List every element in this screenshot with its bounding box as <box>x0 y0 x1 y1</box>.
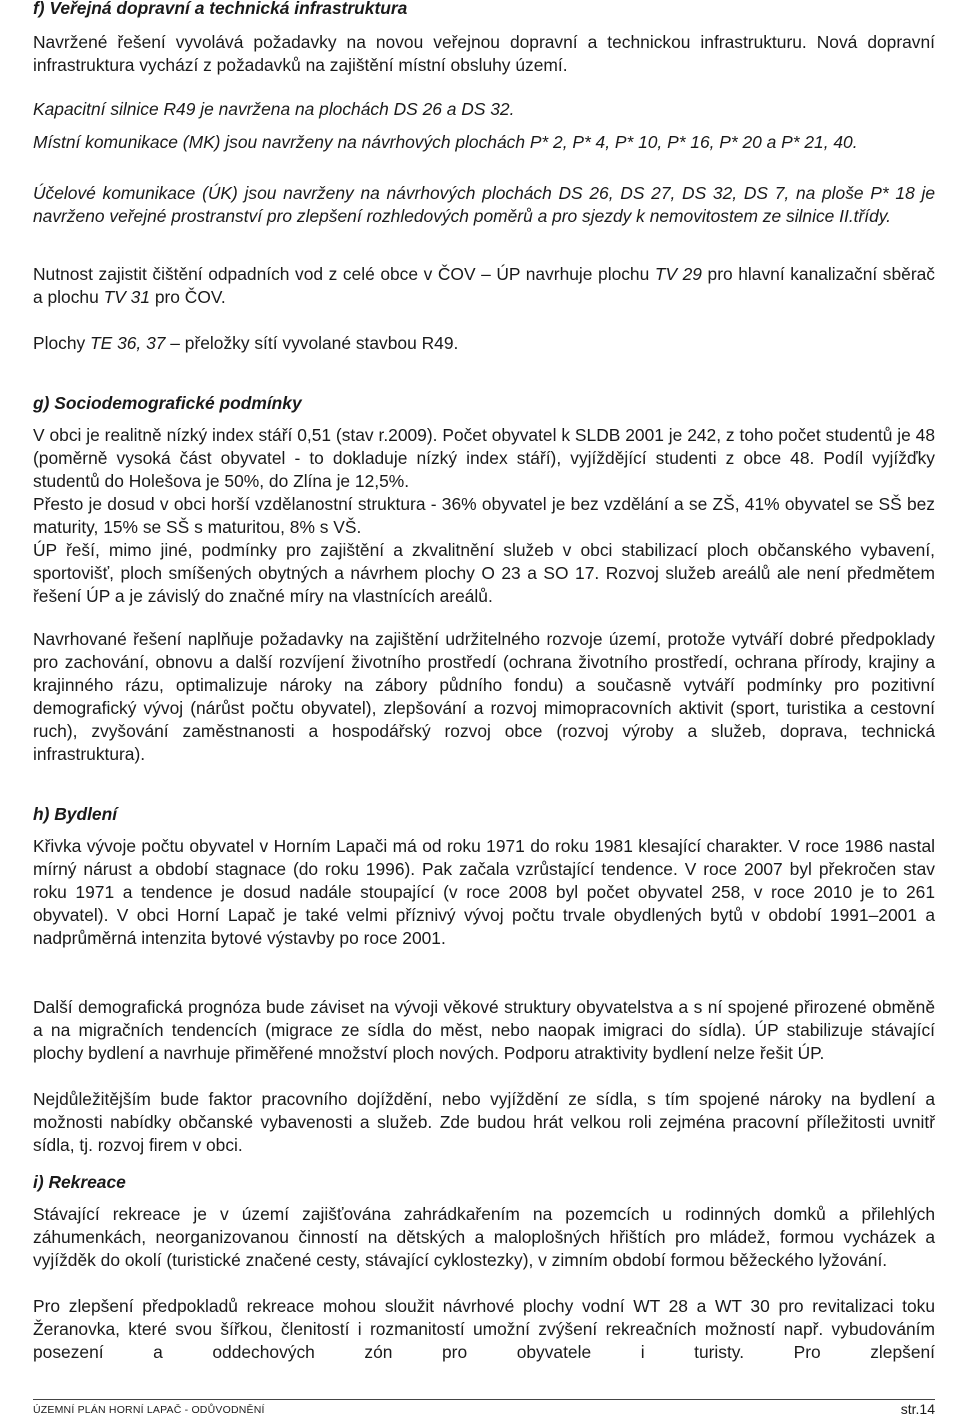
sewage-text-2: pro hlavní kanalizační sběrač a plochu <box>33 264 935 307</box>
heading-i: i) Rekreace <box>33 1172 126 1192</box>
para-h-1: Křivka vývoje počtu obyvatel v Horním Lapači má od roku 1971 do roku 1981 klesající charakter. V roce 1986 nastal mírný nárust a období stagnace (do roku 1996). Pak začala vzrůstající tendence. V roce 2007 byl překročen stav roku 1971 a tendence je dosud nadále stoupající (v roce 2008 byl počet obyvatel 258, v roce 2010 je to 261 obyvatel). V obci Horní Lapač je také velmi příznivý vývoj počtu trvale obydlených bytů v období 1991–2001 a nadprůměrná intenzita bytové výstavby po roce 2001. <box>33 836 935 948</box>
para-f-sewage <box>33 263 935 309</box>
para-f-road-r49: Kapacitní silnice R49 je navržena na plochách DS 26 a DS 32. <box>33 99 515 119</box>
para-f-purpose-roads: Účelové komunikace (ÚK) jsou navrženy na návrhových plochách DS 26, DS 27, DS 32, DS 7, na ploše P* 18 je navrženo veřejné prostranství pro zlepšení rozhledových poměrů a pro sjezdy k nemovitostem ze silnice II.třídy. <box>33 183 935 226</box>
heading-g: g) Sociodemografické podmínky <box>33 393 302 413</box>
para-g-2: Přesto je dosud v obci horší vzdělanostní struktura - 36% obyvatel je bez vzdělání a se ZŠ, 41% obyvatel se SŠ bez maturity, 15% se SŠ s maturitou, 8% s VŠ. <box>33 494 935 537</box>
para-g-1: V obci je realitně nízký index stáří 0,51 (stav r.2009). Počet obyvatel k SLDB 2001 je 242, z toho počet studentů je 48 (poměrně vysoká část obyvatel - to dokladuje nízký index stáří), vyjíždějící studenti z obce 48. Podíl vyjížďky studentů do Holešova je 50%, do Zlína je 12,5%. <box>33 425 935 491</box>
sewage-text-1: Nutnost zajistit čištění odpadních vod z celé obce v ČOV – ÚP navrhuje plochu <box>33 264 655 284</box>
para-i-2: Pro zlepšení předpokladů rekreace mohou sloužit návrhové plochy vodní WT 28 a WT 30 pro revitalizaci toku Žeranovka, které svou šířkou, členitostí i rozmanitostí umožní zvýšení rekreačních možností např. vybudováním posezení a oddechových zón pro obyvatele i turisty. Pro zlepšení <box>33 1296 935 1362</box>
sewage-text-3: pro ČOV. <box>150 287 226 307</box>
footer-document-title: ÚZEMNÍ PLÁN HORNÍ LAPAČ - ODŮVODNĚNÍ <box>33 1404 265 1416</box>
sewage-tv31: TV 31 <box>103 287 150 307</box>
para-g-4: Navrhované řešení naplňuje požadavky na zajištění udržitelného rozvoje území, protože vytváří dobré předpoklady pro zachování, obnovu a další rozvíjení životního prostředí (ochrana životního prostředí, ochrana přírody, krajiny a krajinného rázu, optimalizuje nároky na zábory půdního fondu) a současně vytváří podmínky pro pozitivní demografický vývoj (nárůst počtu obyvatel), zlepšování a rozvoj mimopracovních aktivit (sport, turistika a cestovní ruch), zvyšování zaměstnanosti a hospodářský rozvoj obce (rozvoj výroby a služeb, doprava, technická infrastruktura). <box>33 629 935 764</box>
para-f-relocation <box>33 332 935 355</box>
relocation-text-2: – přeložky sítí vyvolané stavbou R49. <box>165 333 459 353</box>
para-f-intro: Navržené řešení vyvolává požadavky na novou veřejnou dopravní a technickou infrastrukturu. Nová dopravní infrastruktura vychází z požadavků na zajištění místní obsluhy území. <box>33 32 935 75</box>
relocation-te: TE 36, 37 <box>90 333 166 353</box>
para-i-1: Stávající rekreace je v území zajišťována zahrádkařením na pozemcích u rodinných domků a přilehlých záhumenkách, neorganizovanou činností na dětských a maloplošných hřištích pro mládež, formou vycházek a vyjížděk do okolí (turistické značené cesty, stávající cyklostezky), v zimním období formou běžeckého lyžování. <box>33 1204 935 1270</box>
relocation-text-1: Plochy <box>33 333 91 353</box>
page-footer <box>33 1399 935 1416</box>
para-h-3: Nejdůležitějším bude faktor pracovního dojíždění, nebo vyjíždění ze sídla, s tím spojené nároky na bydlení a možnosti nabídky občanské vybavenosti a služeb. Zde budou hrát velkou roli zejména pracovní příležitosti uvnitř sídla, tj. rozvoj firem v obci. <box>33 1089 935 1155</box>
sewage-tv29: TV 29 <box>654 264 702 284</box>
heading-f: f) Veřejná dopravní a technická infrastruktura <box>33 0 408 18</box>
para-f-local-roads: Místní komunikace (MK) jsou navrženy na návrhových plochách P* 2, P* 4, P* 10, P* 16, P* 20 a P* 21, 40. <box>33 132 858 152</box>
para-h-2: Další demografická prognóza bude záviset na vývoji věkové struktury obyvatelstva a s ní spojené přirozené obměně a na migračních tendencích (migrace ze sídla do měst, nebo naopak imigraci do sídla). ÚP stabilizuje stávající plochy bydlení a navrhuje přiměřené množství ploch nových. Podporu atraktivity bydlení nelze řešit ÚP. <box>33 997 935 1063</box>
footer-page-number: str.14 <box>900 1401 935 1417</box>
para-g-3: ÚP řeší, mimo jiné, podmínky pro zajištění a zkvalitnění služeb v obci stabilizací ploch občanského vybavení, sportovišť, ploch smíšených obytných a návrhem plochy O 23 a SO 17. Rozvoj služeb areálů ale není předmětem řešení ÚP a je závislý do značné míry na vlastnících areálů. <box>33 540 935 606</box>
heading-h: h) Bydlení <box>33 804 118 824</box>
